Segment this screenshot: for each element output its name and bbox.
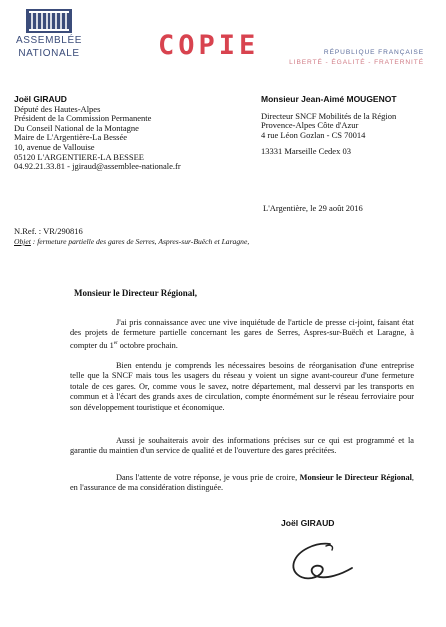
republic-line-1: RÉPUBLIQUE FRANÇAISE <box>323 49 424 56</box>
object-text: : fermeture partielle des gares de Serres, Aspres-sur-Buëch et Laragne, <box>30 237 250 246</box>
sender-block <box>14 95 219 172</box>
ordinal-sup: er <box>113 340 118 346</box>
assemblee-nationale-logo <box>14 9 84 59</box>
paragraph-4-text: Dans l'attente de votre réponse, je vous prie de croire, <box>116 473 300 482</box>
signature-name: Joël GIRAUD <box>281 518 335 528</box>
recipient-block <box>261 95 441 157</box>
paragraph-3 <box>70 436 414 457</box>
republic-line-2: LIBERTÉ - ÉGALITÉ - FRATERNITÉ <box>289 59 424 66</box>
paragraph-2-text: Bien entendu je comprends les nécessaires besoins de réorganisation d'une entreprise telle que la SNCF mais tous les usagers du réseau y voient un signe avant-coureur d'une fermeture totale de ces gares. Or, comme vous le savez, notre département, mal desservi par les transports en commun et à l'écart des grands axes de circulation, compte énormément sur le réseau ferroviaire pour son développement touristique et économique. <box>70 361 414 412</box>
logo-line-2: NATIONALE <box>18 48 80 59</box>
sender-line: 10, avenue de Vallouise <box>14 141 95 152</box>
sender-line: Président de la Commission Permanente <box>14 113 152 124</box>
paragraph-4-end: , en l'assurance de ma considération distinguée. <box>70 473 414 493</box>
sender-line: Député des Hautes-Alpes <box>14 103 101 114</box>
copie-stamp: COPIE <box>158 30 260 61</box>
sender-name: Joël GIRAUD <box>14 94 67 104</box>
recipient-line: 4 rue Léon Gozlan - CS 70014 <box>261 129 366 140</box>
paragraph-4 <box>70 473 414 494</box>
paragraph-3-text: Aussi je souhaiterais avoir des informations précises sur ce qui est programmé et la garantie du maintien d'un service de qualité et de l'ouverture des gares précitées. <box>70 436 414 456</box>
handwritten-signature <box>286 538 358 586</box>
paragraph-4-bold: Monsieur le Directeur Régional <box>299 473 412 482</box>
recipient-city: 13331 Marseille Cedex 03 <box>261 146 351 157</box>
sender-line: 05120 L'ARGENTIERE-LA BESSEE <box>14 151 144 162</box>
salutation: Monsieur le Directeur Régional, <box>74 288 197 298</box>
recipient-line: Directeur SNCF Mobilités de la Région <box>261 110 397 121</box>
sender-line: Du Conseil National de la Montagne <box>14 122 139 133</box>
letter-date: L'Argentière, le 29 août 2016 <box>263 203 363 213</box>
sender-line: Maire de L'Argentière-La Bessée <box>14 132 128 143</box>
paragraph-1 <box>70 318 414 351</box>
paragraph-2 <box>70 361 414 413</box>
recipient-line: Provence-Alpes Côte d'Azur <box>261 120 359 131</box>
recipient-name: Monsieur Jean-Aimé MOUGENOT <box>261 94 397 104</box>
sender-contact: 04.92.21.33.81 - jgiraud@assemblee-nationale.fr <box>14 161 181 172</box>
reference: N.Ref. : VR/290816 <box>14 226 83 236</box>
object-line <box>14 237 249 246</box>
object-label: Objet <box>14 237 31 246</box>
paragraph-1-end: octobre prochain. <box>117 340 178 350</box>
republique-francaise-mark <box>289 48 424 68</box>
logo-line-1: ASSEMBLÉE <box>16 35 82 46</box>
paragraph-1-text: J'ai pris connaissance avec une vive inquiétude de l'article de presse ci-joint, faisant état des projets de fermeture partielle concernant les gares de Serres, Aspres-sur-Buëch et Laragne, à compter du 1 <box>70 318 414 350</box>
hemicycle-icon <box>26 9 72 33</box>
